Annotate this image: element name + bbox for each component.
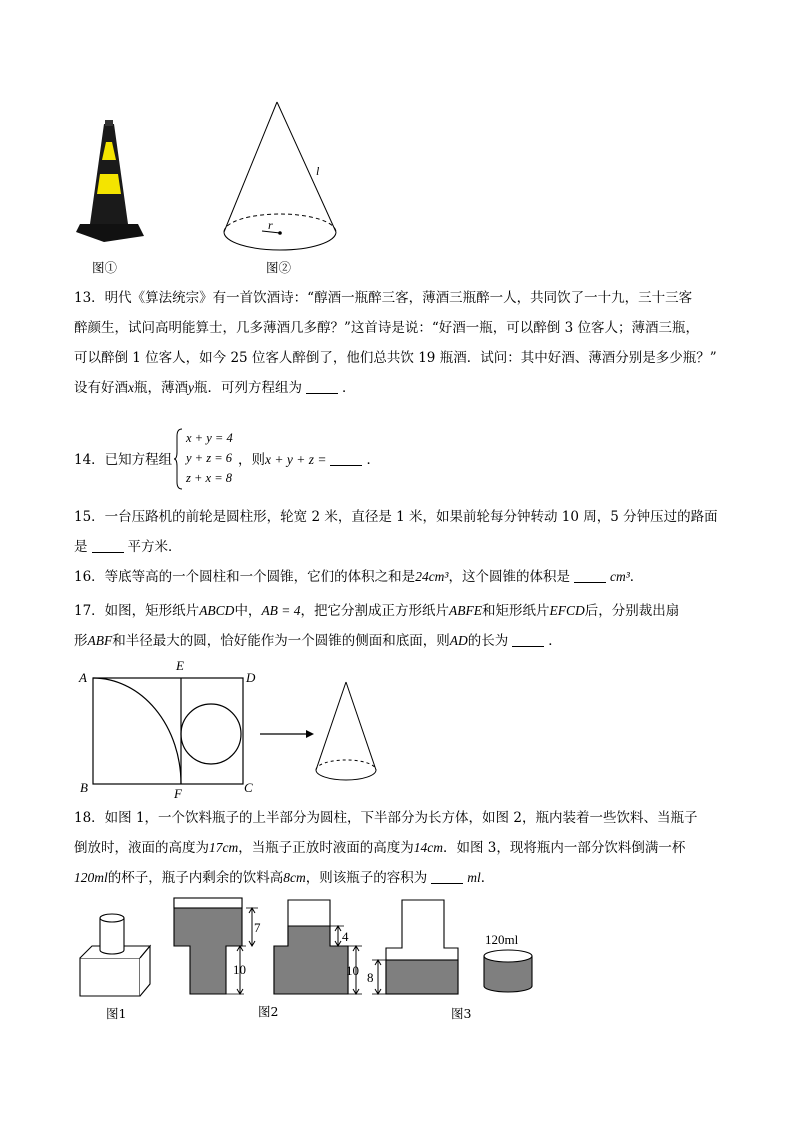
question-13: [74, 283, 734, 403]
q13-answer-blank[interactable]: [306, 379, 338, 394]
q14-brace: [174, 428, 184, 490]
q15-line-2: 是 平方米．: [74, 539, 182, 555]
label-A: A: [79, 670, 87, 685]
q18-fig1-caption: 图1: [106, 1006, 127, 1021]
q18-line-2: 倒放时，液面的高度为17cm，当瓶子正放时液面的高度为14cm．如图 3，现将瓶内一部分饮料倒满一杯: [74, 840, 686, 856]
q18-answer-blank[interactable]: [431, 869, 463, 884]
question-18: [74, 803, 734, 893]
fig2-caption: 图②: [266, 260, 292, 275]
q18-fig2-inverted: [170, 896, 270, 1000]
q18-line-3: 120ml的杯子，瓶子内剩余的饮料高8cm，则该瓶子的容积为 ml．: [74, 870, 495, 886]
q17-line-2: 形ABF和半径最大的圆，恰好能作为一个圆锥的侧面和底面，则AD的长为 ．: [74, 633, 562, 649]
question-16: 16．等底等高的一个圆柱和一个圆锥，它们的体积之和是24cm³，这个圆锥的体积是 cm³．: [74, 569, 644, 585]
label-B: B: [80, 780, 88, 795]
q13-line-3: 可以醉倒 1 位客人，如今 25 位客人醉倒了，他们总共饮 19 瓶酒．试问：其中好酒、薄酒分别是多少瓶？”: [74, 350, 717, 366]
q18-line-1: 18．如图 1，一个饮料瓶子的上半部分为圆柱，下半部分为长方体，如图 2，瓶内装着一些饮料、当瓶子: [74, 810, 698, 826]
q15-line-1: 15．一台压路机的前轮是圆柱形，轮宽 2 米，直径是 1 米，如果前轮每分钟转动 10 周，5 分钟压过的路面: [74, 509, 718, 525]
q18-fig1-bottle: [78, 908, 153, 1000]
q15-answer-blank[interactable]: [92, 538, 124, 553]
q13-line-2: 醉颜生，试问高明能算士，几多薄酒几多醇？”这首诗是说：“好酒一瓶，可以醉倒 3 位客人；薄酒三瓶，: [74, 320, 699, 336]
cone-slant-label: l: [316, 164, 320, 178]
traffic-cone-figure: [74, 112, 154, 252]
traffic-cone-stripe-2: [97, 174, 121, 194]
q14-eq-3: z + x = 8: [186, 471, 233, 485]
cone-figure: [222, 100, 342, 255]
cone-radius-label: r: [268, 218, 273, 232]
label-C: C: [244, 780, 253, 795]
label-F: F: [174, 786, 182, 801]
q13-line-1: 13．明代《算法统宗》有一首饮酒诗：“醇酒一瓶醉三客，薄酒三瓶醉一人，共同饮了一十九，三十三客: [74, 290, 693, 306]
question-17: [74, 596, 734, 656]
q16-answer-blank[interactable]: [574, 568, 606, 583]
dim-8: 8: [367, 970, 374, 985]
fig1-caption: 图①: [92, 260, 118, 275]
q18-fig3-caption: 图3: [451, 1006, 472, 1021]
q14-eq-2: y + z = 6: [186, 451, 233, 465]
q17-line-1: 17．如图，矩形纸片ABCD中，AB = 4，把它分割成正方形纸片ABFE和矩形纸片EFCD后，分别裁出扇: [74, 603, 680, 619]
dim-10a: 10: [233, 962, 246, 977]
cup-label: 120ml: [485, 932, 519, 947]
q17-arrow: [258, 728, 318, 740]
label-E: E: [176, 658, 184, 673]
question-15: [74, 502, 734, 562]
label-D: D: [246, 670, 256, 685]
q14-system: [186, 428, 233, 488]
q14-answer-blank[interactable]: [330, 451, 362, 466]
cup-icon: [480, 948, 536, 994]
q14-tail: ，则x + y + z = ．: [238, 452, 380, 468]
q14-prefix: 14．已知方程组: [74, 452, 173, 468]
q17-rectangle-figure: [78, 658, 268, 801]
q17-cone: [312, 680, 382, 792]
dim-10b: 10: [346, 963, 359, 978]
q14-eq-1: x + y = 4: [186, 431, 233, 445]
q13-line-4: 设有好酒x瓶，薄酒y瓶．可列方程组为 ．: [74, 380, 356, 396]
dim-4: 4: [342, 929, 349, 944]
traffic-cone-base: [76, 224, 144, 242]
q18-fig3-bottle: [366, 898, 466, 998]
dim-7: 7: [254, 920, 261, 935]
q18-fig2-caption: 图2: [258, 1004, 279, 1019]
q17-answer-blank[interactable]: [512, 632, 544, 647]
